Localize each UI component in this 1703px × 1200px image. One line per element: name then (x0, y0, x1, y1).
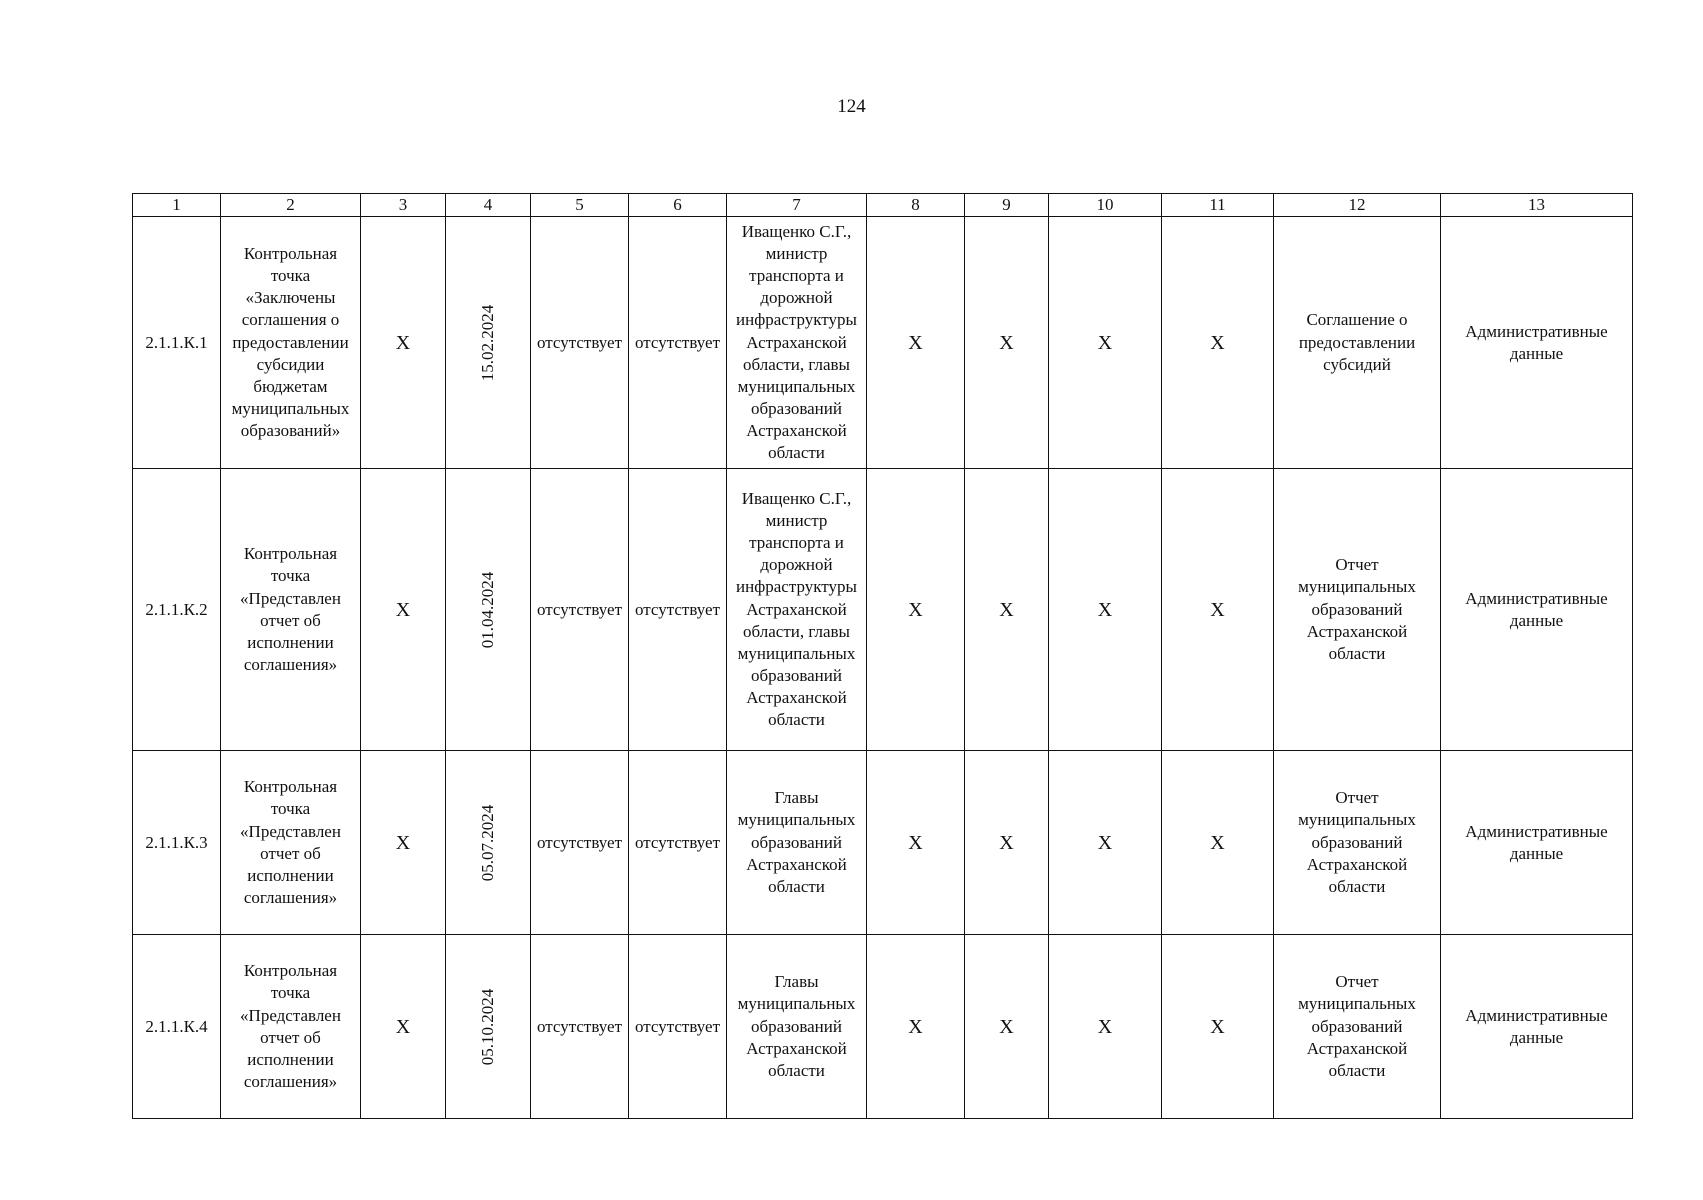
cell-x: Х (361, 469, 446, 751)
date-cell (446, 469, 531, 751)
cell-x: Х (1162, 469, 1274, 751)
column-number: 6 (629, 194, 727, 217)
column-number: 11 (1162, 194, 1274, 217)
cell-x: Х (1162, 217, 1274, 469)
cell-absent: отсутствует (629, 469, 727, 751)
cell-x: Х (361, 217, 446, 469)
control-point-code: 2.1.1.К.4 (133, 935, 221, 1119)
column-number: 12 (1274, 194, 1441, 217)
control-date: 01.04.2024 (477, 571, 497, 648)
table-row (133, 751, 1633, 935)
document-type: Соглашение о предоставлении субсидий (1274, 217, 1441, 469)
column-number: 9 (965, 194, 1049, 217)
table-row (133, 217, 1633, 469)
cell-x: Х (1049, 751, 1162, 935)
document-type: Отчет муниципальных образований Астраханской области (1274, 469, 1441, 751)
column-number: 8 (867, 194, 965, 217)
column-number: 2 (221, 194, 361, 217)
cell-x: Х (867, 469, 965, 751)
control-date: 15.02.2024 (477, 304, 497, 381)
responsible-person: Главы муниципальных образований Астраханской области (727, 935, 867, 1119)
cell-absent: отсутствует (531, 217, 629, 469)
column-number: 10 (1049, 194, 1162, 217)
document-type: Отчет муниципальных образований Астраханской области (1274, 935, 1441, 1119)
column-number: 7 (727, 194, 867, 217)
control-date: 05.07.2024 (477, 804, 497, 881)
cell-x: Х (1162, 935, 1274, 1119)
data-source: Административные данные (1441, 217, 1633, 469)
cell-x: Х (1049, 217, 1162, 469)
cell-absent: отсутствует (629, 217, 727, 469)
column-number: 5 (531, 194, 629, 217)
control-point-name: Контрольная точка «Заключены соглашения о предоставлении субсидии бюджетам муниципальных образований» (221, 217, 361, 469)
control-point-name: Контрольная точка «Представлен отчет об исполнении соглашения» (221, 751, 361, 935)
cell-x: Х (965, 469, 1049, 751)
control-point-name: Контрольная точка «Представлен отчет об исполнении соглашения» (221, 935, 361, 1119)
date-cell (446, 751, 531, 935)
control-points-table (132, 193, 1633, 1119)
column-number-row (133, 194, 1633, 217)
date-cell (446, 935, 531, 1119)
cell-absent: отсутствует (531, 935, 629, 1119)
cell-x: Х (1049, 935, 1162, 1119)
cell-absent: отсутствует (531, 469, 629, 751)
control-point-code: 2.1.1.К.1 (133, 217, 221, 469)
document-type: Отчет муниципальных образований Астраханской области (1274, 751, 1441, 935)
cell-x: Х (867, 935, 965, 1119)
data-source: Административные данные (1441, 469, 1633, 751)
cell-x: Х (867, 217, 965, 469)
date-cell (446, 217, 531, 469)
page-number: 124 (837, 96, 866, 117)
cell-absent: отсутствует (629, 751, 727, 935)
column-number: 3 (361, 194, 446, 217)
column-number: 1 (133, 194, 221, 217)
table-row (133, 469, 1633, 751)
table-row (133, 935, 1633, 1119)
responsible-person: Главы муниципальных образований Астраханской области (727, 751, 867, 935)
data-source: Административные данные (1441, 751, 1633, 935)
control-point-code: 2.1.1.К.3 (133, 751, 221, 935)
responsible-person: Иващенко С.Г., министр транспорта и дорожной инфраструктуры Астраханской области, главы муниципальных образований Астраханской области (727, 217, 867, 469)
cell-x: Х (1049, 469, 1162, 751)
cell-absent: отсутствует (629, 935, 727, 1119)
cell-x: Х (361, 751, 446, 935)
control-date: 05.10.2024 (477, 988, 497, 1065)
control-point-name: Контрольная точка «Представлен отчет об исполнении соглашения» (221, 469, 361, 751)
cell-absent: отсутствует (531, 751, 629, 935)
cell-x: Х (867, 751, 965, 935)
control-point-code: 2.1.1.К.2 (133, 469, 221, 751)
data-source: Административные данные (1441, 935, 1633, 1119)
column-number: 13 (1441, 194, 1633, 217)
cell-x: Х (1162, 751, 1274, 935)
column-number: 4 (446, 194, 531, 217)
cell-x: Х (965, 217, 1049, 469)
cell-x: Х (965, 935, 1049, 1119)
responsible-person: Иващенко С.Г., министр транспорта и дорожной инфраструктуры Астраханской области, главы муниципальных образований Астраханской области (727, 469, 867, 751)
cell-x: Х (361, 935, 446, 1119)
cell-x: Х (965, 751, 1049, 935)
